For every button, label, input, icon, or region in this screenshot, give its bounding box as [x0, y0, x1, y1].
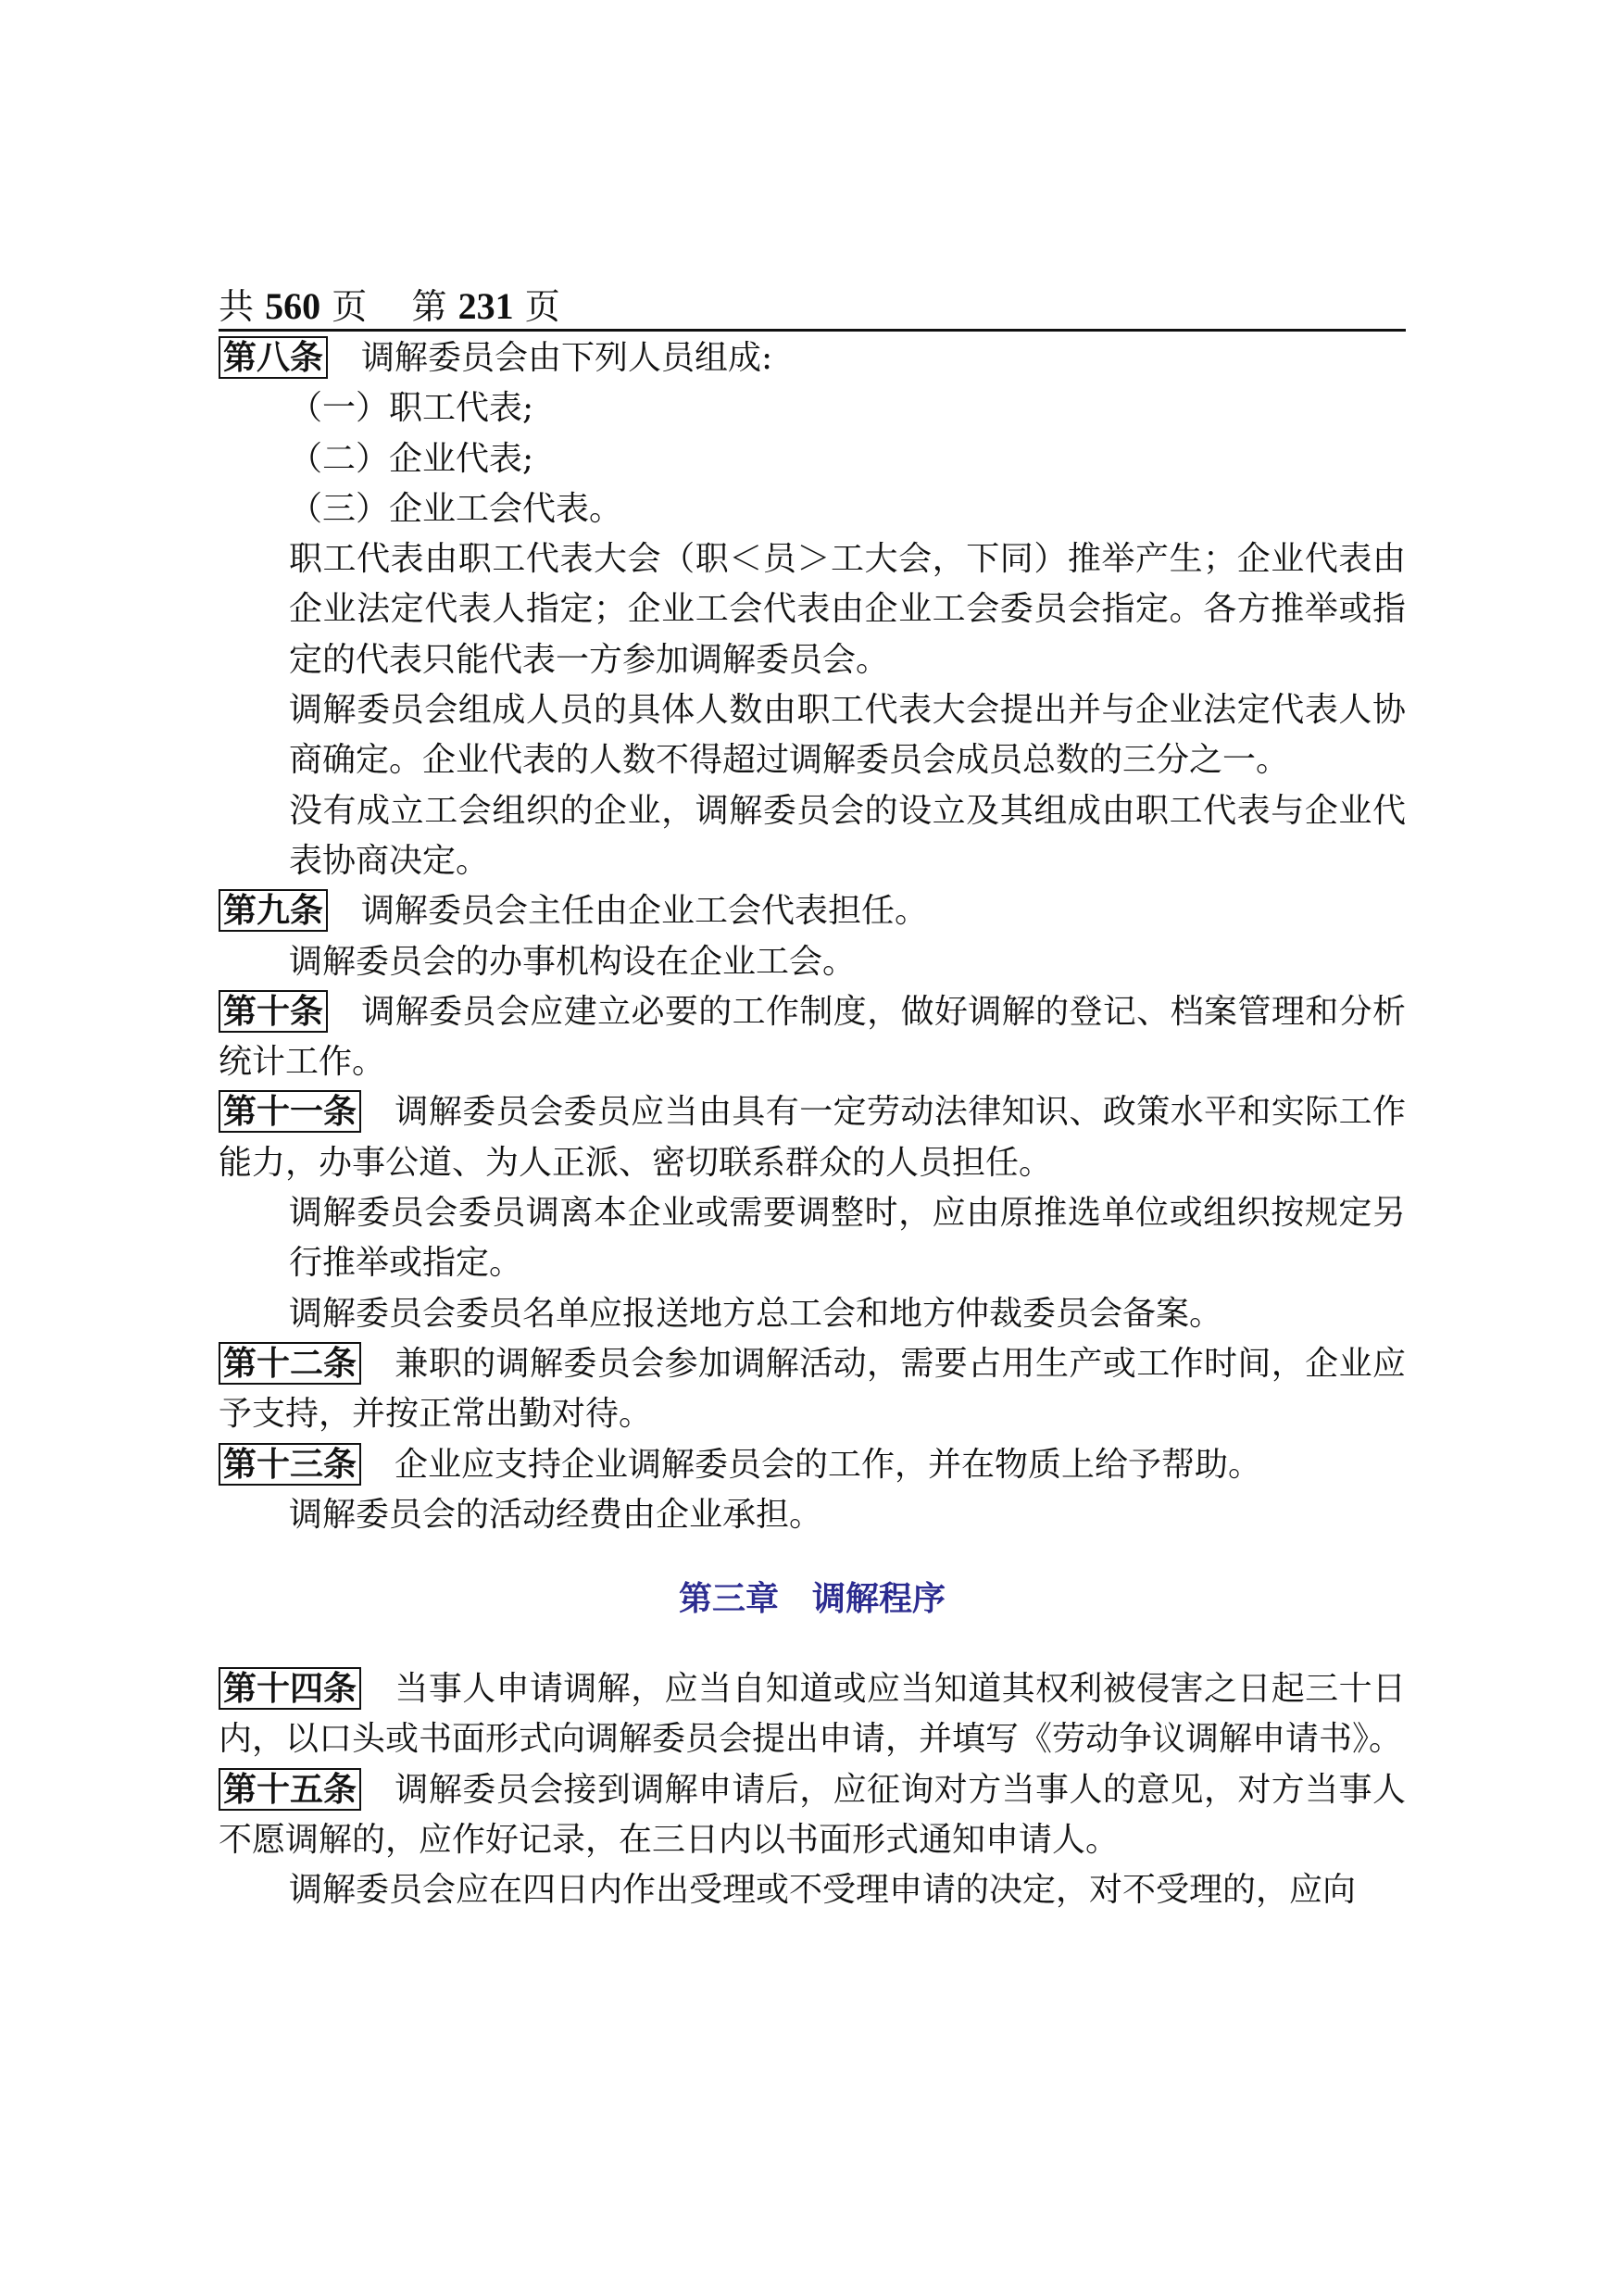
article-text: 企业应支持企业调解委员会的工作，并在物质上给予帮助。	[395, 1445, 1262, 1484]
article-number: 第十四条	[219, 1667, 361, 1710]
current-suffix: 页	[524, 286, 560, 327]
article-15	[219, 1765, 1406, 1866]
paragraph: 调解委员会委员调离本企业或需要调整时，应由原推选单位或组织按规定另行推举或指定。	[289, 1194, 1406, 1283]
article-8	[219, 333, 1406, 383]
article-text: 当事人申请调解，应当自知道或应当知道其权利被侵害之日起三十日内，以口头或书面形式向调解委员会提出申请，并填写《劳动争议调解申请书》。	[219, 1670, 1406, 1759]
paragraph: 没有成立工会组织的企业，调解委员会的设立及其组成由职工代表与企业代表协商决定。	[289, 791, 1406, 880]
current-prefix: 第	[411, 286, 447, 327]
article-number: 第十一条	[219, 1090, 361, 1133]
page-header	[219, 283, 1406, 332]
current-page: 231	[457, 285, 514, 327]
paragraph: 调解委员会委员名单应报送地方总工会和地方仲裁委员会备案。	[289, 1294, 1223, 1333]
article-text: 调解委员会委员应当由具有一定劳动法律知识、政策水平和实际工作能力，办事公道、为人正派、密切联系群众的人员担任。	[219, 1093, 1406, 1182]
article-9	[219, 886, 1406, 936]
article-text: 调解委员会由下列人员组成:	[361, 339, 773, 377]
chapter-title: 第三章 调解程序	[678, 1579, 946, 1619]
article-13	[219, 1440, 1406, 1490]
article-14	[219, 1664, 1406, 1765]
paragraph: 调解委员会的办事机构设在企业工会。	[289, 942, 857, 981]
list-item: （一）职工代表;	[289, 389, 534, 428]
paragraph: 调解委员会的活动经费由企业承担。	[289, 1495, 823, 1534]
article-text: 调解委员会应建立必要的工作制度，做好调解的登记、档案管理和分析统计工作。	[219, 992, 1406, 1082]
article-text: 调解委员会主任由企业工会代表担任。	[361, 892, 929, 931]
total-suffix: 页	[332, 286, 368, 327]
paragraph: 调解委员会组成人员的具体人数由职工代表大会提出并与企业法定代表人协商确定。企业代表的人数不得超过调解委员会成员总数的三分之一。	[289, 691, 1406, 780]
paragraph: 调解委员会应在四日内作出受理或不受理申请的决定，对不受理的，应向	[289, 1871, 1357, 1910]
article-11	[219, 1087, 1406, 1188]
list-item: （二）企业代表;	[289, 439, 534, 478]
article-12	[219, 1339, 1406, 1440]
article-10	[219, 987, 1406, 1088]
document-body	[219, 333, 1406, 1916]
article-number: 第八条	[219, 336, 328, 379]
total-prefix: 共	[219, 286, 255, 327]
article-number: 第九条	[219, 889, 328, 932]
paragraph: 职工代表由职工代表大会（职＜员＞工大会，下同）推举产生；企业代表由企业法定代表人指定；企业工会代表由企业工会委员会指定。各方推举或指定的代表只能代表一方参加调解委员会。	[289, 540, 1406, 679]
list-item: （三）企业工会代表。	[289, 489, 623, 528]
article-text: 调解委员会接到调解申请后，应征询对方当事人的意见，对方当事人不愿调解的，应作好记录，在三日内以书面形式通知申请人。	[219, 1770, 1406, 1860]
article-text: 兼职的调解委员会参加调解活动，需要占用生产或工作时间，企业应予支持，并按正常出勤对待。	[219, 1344, 1406, 1434]
total-pages: 560	[265, 285, 321, 327]
article-number: 第十三条	[219, 1443, 361, 1486]
article-number: 第十五条	[219, 1768, 361, 1811]
article-number: 第十条	[219, 990, 328, 1033]
article-number: 第十二条	[219, 1342, 361, 1385]
